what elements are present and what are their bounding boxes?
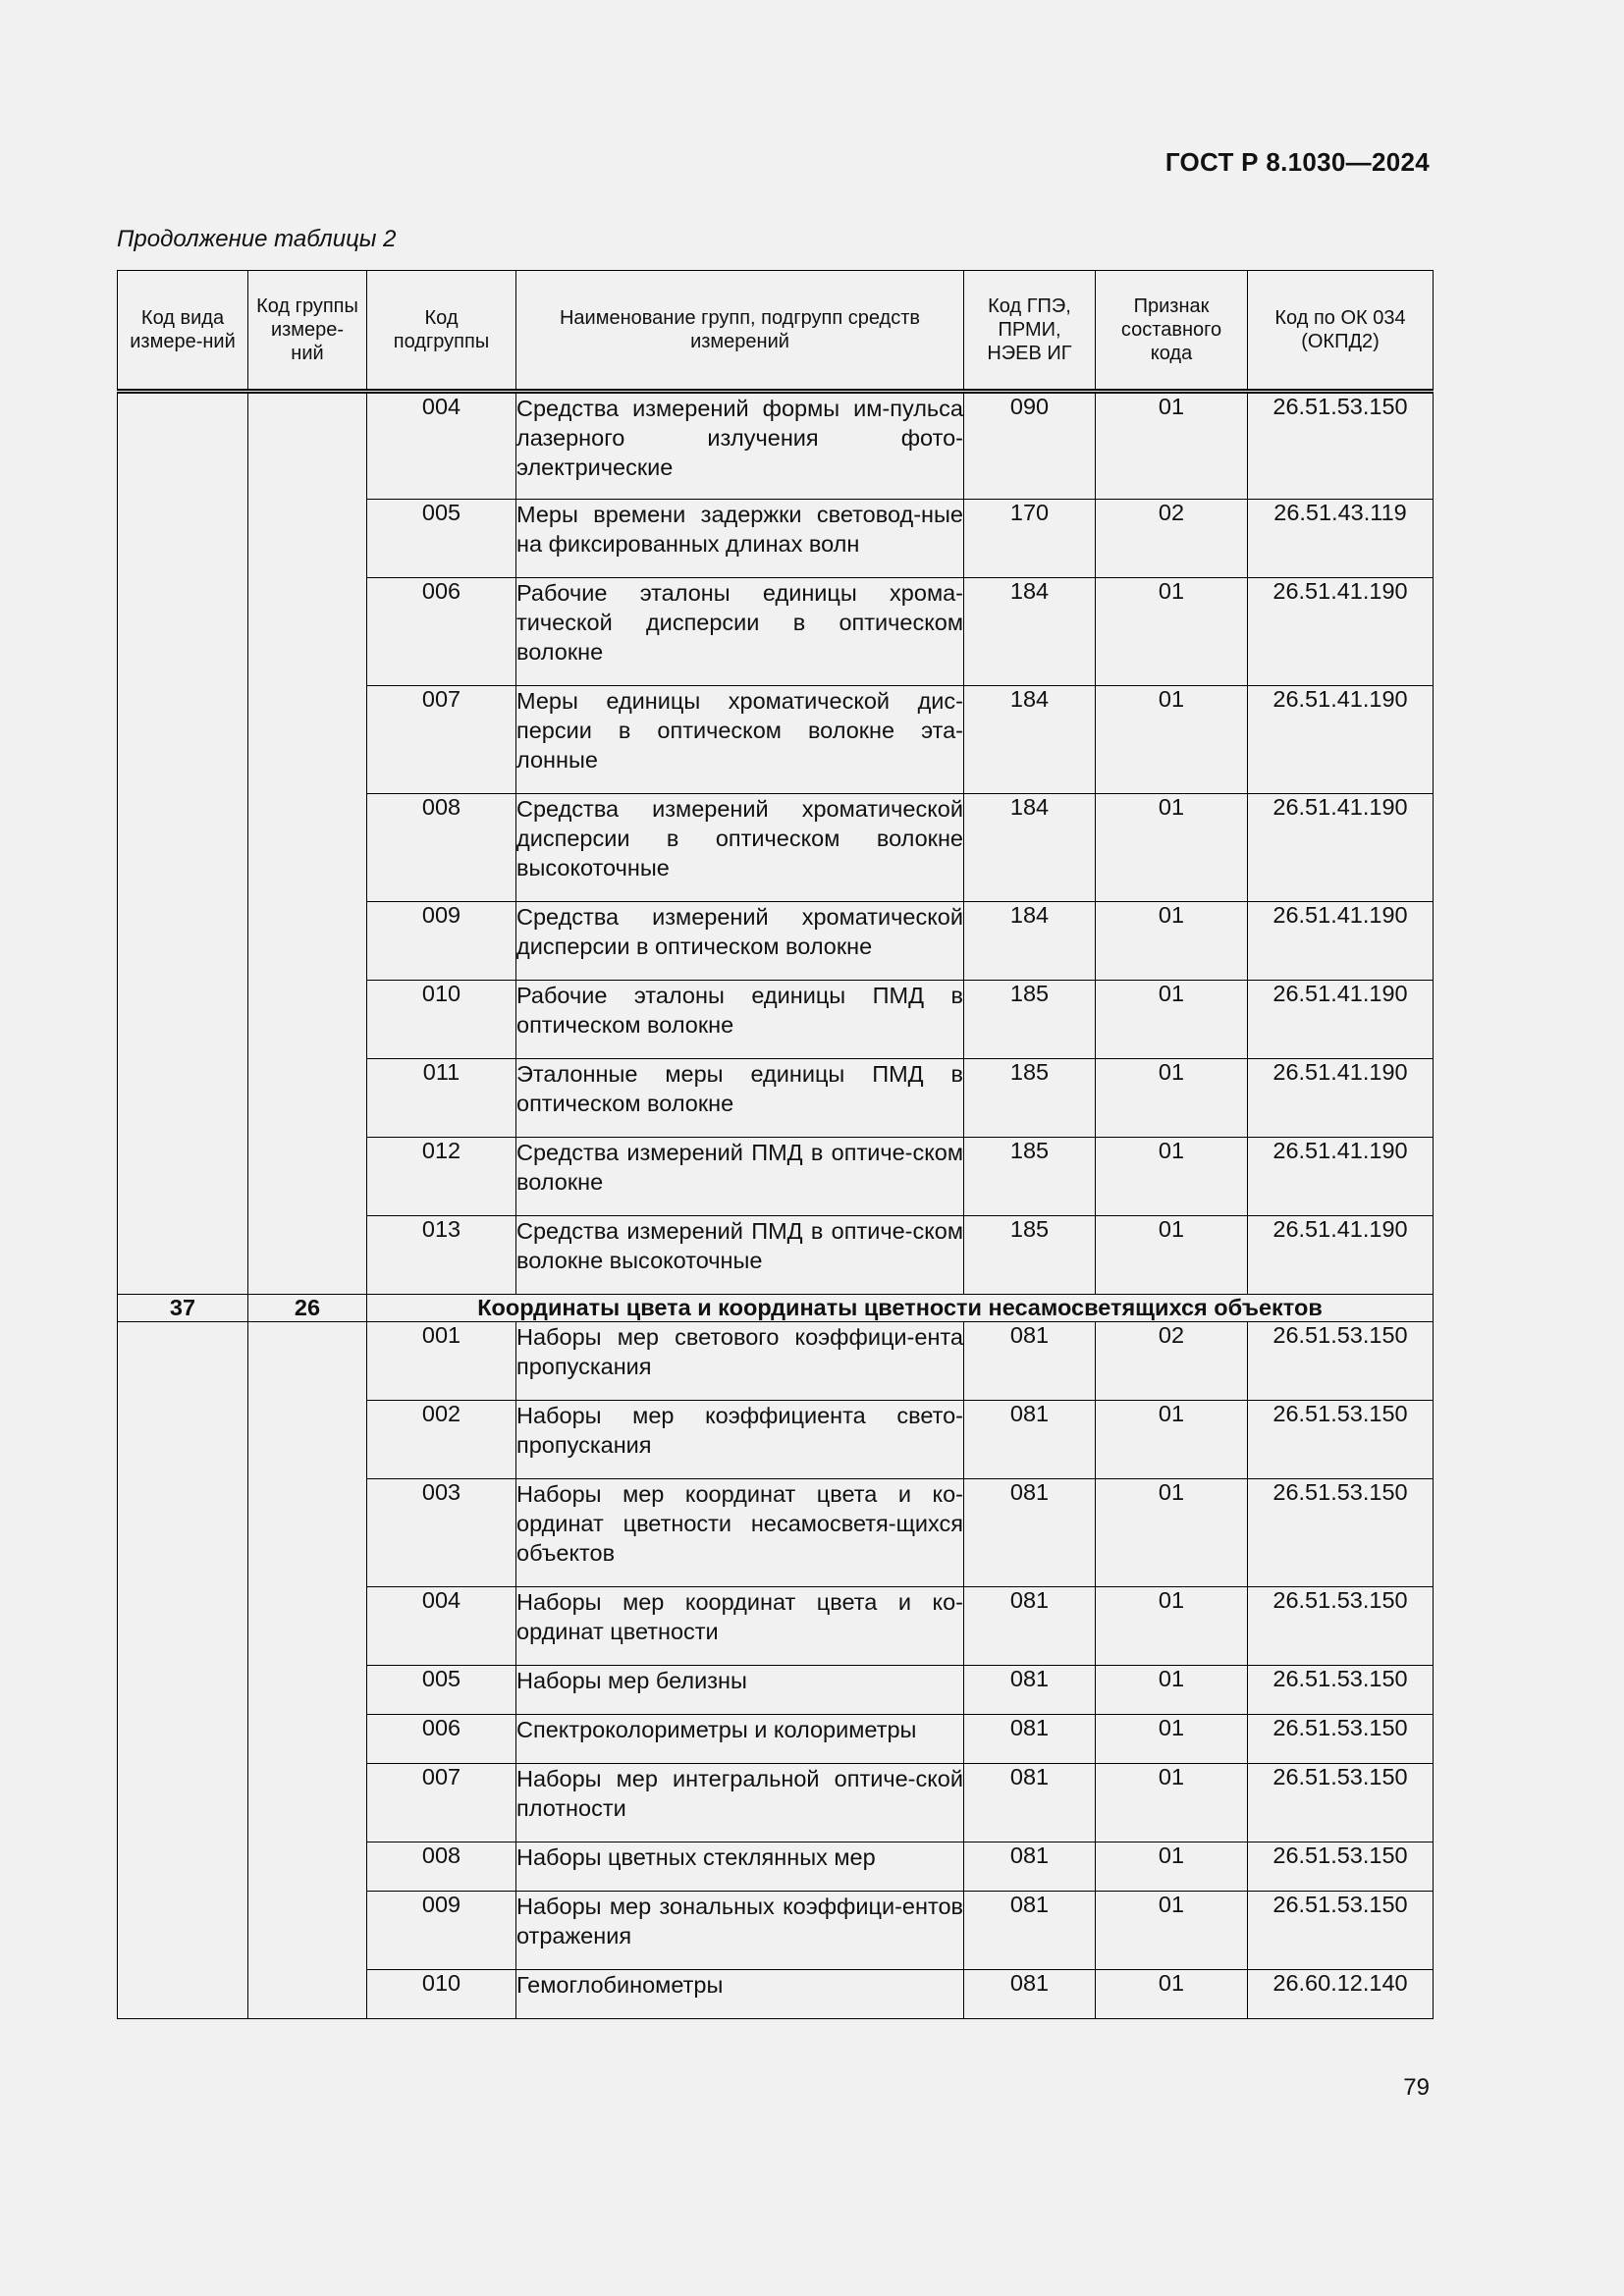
subgroup-code-cell: 004 <box>367 1587 516 1666</box>
table-group-row <box>118 1295 1434 1322</box>
sign-cell: 01 <box>1096 1715 1248 1764</box>
subgroup-code-cell: 009 <box>367 1892 516 1970</box>
header-sign: Признак составного кода <box>1096 271 1248 392</box>
subgroup-code-cell: 007 <box>367 1764 516 1842</box>
header-group: Код группы измере-ний <box>248 271 367 392</box>
name-cell: Наборы мер координат цвета и ко-ординат цветности несамосветя-щихся объектов <box>516 1479 964 1587</box>
sign-cell: 01 <box>1096 578 1248 686</box>
gpe-code-cell: 081 <box>964 1764 1096 1842</box>
okpd-code-cell: 26.51.53.150 <box>1248 1715 1434 1764</box>
okpd-code-cell: 26.51.41.190 <box>1248 1059 1434 1138</box>
okpd-code-cell: 26.60.12.140 <box>1248 1970 1434 2019</box>
codes-table <box>117 270 1434 2019</box>
okpd-code-cell: 26.51.53.150 <box>1248 1479 1434 1587</box>
name-cell: Средства измерений хроматической дисперсии в оптическом волокне высокоточные <box>516 794 964 902</box>
table-body-block1 <box>118 392 1434 1295</box>
sign-cell: 01 <box>1096 392 1248 500</box>
name-cell: Средства измерений хроматической дисперсии в оптическом волокне <box>516 902 964 981</box>
subgroup-code-cell: 010 <box>367 1970 516 2019</box>
gpe-code-cell: 184 <box>964 794 1096 902</box>
subgroup-code-cell: 008 <box>367 794 516 902</box>
subgroup-code-cell: 007 <box>367 686 516 794</box>
sign-cell: 01 <box>1096 1216 1248 1295</box>
subgroup-code-cell: 012 <box>367 1138 516 1216</box>
group-kind-code: 37 <box>118 1295 248 1322</box>
name-cell: Наборы мер коэффициента свето-пропускания <box>516 1401 964 1479</box>
gpe-code-cell: 170 <box>964 500 1096 578</box>
gpe-code-cell: 081 <box>964 1322 1096 1401</box>
sign-cell: 01 <box>1096 1401 1248 1479</box>
gpe-code-cell: 185 <box>964 1138 1096 1216</box>
gpe-code-cell: 081 <box>964 1666 1096 1715</box>
sign-cell: 01 <box>1096 686 1248 794</box>
sign-cell: 02 <box>1096 1322 1248 1401</box>
subgroup-code-cell: 013 <box>367 1216 516 1295</box>
name-cell: Рабочие эталоны единицы ПМД в оптическом волокне <box>516 981 964 1059</box>
name-cell: Меры времени задержки световод-ные на фиксированных длинах волн <box>516 500 964 578</box>
gpe-code-cell: 090 <box>964 392 1096 500</box>
okpd-code-cell: 26.51.53.150 <box>1248 1401 1434 1479</box>
name-cell: Наборы мер зональных коэффици-ентов отражения <box>516 1892 964 1970</box>
gpe-code-cell: 081 <box>964 1479 1096 1587</box>
okpd-code-cell: 26.51.53.150 <box>1248 1764 1434 1842</box>
name-cell: Средства измерений ПМД в оптиче-ском волокне <box>516 1138 964 1216</box>
okpd-code-cell: 26.51.53.150 <box>1248 1322 1434 1401</box>
subgroup-code-cell: 008 <box>367 1842 516 1892</box>
merged-group-cell <box>248 1322 367 2019</box>
gpe-code-cell: 081 <box>964 1715 1096 1764</box>
sign-cell: 01 <box>1096 1892 1248 1970</box>
table-caption: Продолжение таблицы 2 <box>117 226 397 252</box>
standard-header: ГОСТ Р 8.1030—2024 <box>1164 147 1430 177</box>
gpe-code-cell: 081 <box>964 1401 1096 1479</box>
name-cell: Рабочие эталоны единицы хрома-тической дисперсии в оптическом волокне <box>516 578 964 686</box>
subgroup-code-cell: 005 <box>367 500 516 578</box>
merged-group-cell <box>248 392 367 1295</box>
table-body-block2 <box>118 1322 1434 2019</box>
sign-cell: 01 <box>1096 1587 1248 1666</box>
name-cell: Эталонные меры единицы ПМД в оптическом волокне <box>516 1059 964 1138</box>
okpd-code-cell: 26.51.53.150 <box>1248 1842 1434 1892</box>
okpd-code-cell: 26.51.41.190 <box>1248 794 1434 902</box>
sign-cell: 01 <box>1096 1764 1248 1842</box>
subgroup-code-cell: 010 <box>367 981 516 1059</box>
group-title: Координаты цвета и координаты цветности несамосветящихся объектов <box>367 1295 1434 1322</box>
gpe-code-cell: 081 <box>964 1842 1096 1892</box>
gpe-code-cell: 081 <box>964 1587 1096 1666</box>
gpe-code-cell: 081 <box>964 1970 1096 2019</box>
subgroup-code-cell: 006 <box>367 1715 516 1764</box>
okpd-code-cell: 26.51.53.150 <box>1248 1587 1434 1666</box>
table-row <box>118 1322 1434 1401</box>
sign-cell: 01 <box>1096 1842 1248 1892</box>
okpd-code-cell: 26.51.43.119 <box>1248 500 1434 578</box>
subgroup-code-cell: 009 <box>367 902 516 981</box>
name-cell: Наборы мер координат цвета и ко-ординат цветности <box>516 1587 964 1666</box>
okpd-code-cell: 26.51.41.190 <box>1248 1138 1434 1216</box>
name-cell: Наборы мер белизны <box>516 1666 964 1715</box>
group-code: 26 <box>248 1295 367 1322</box>
okpd-code-cell: 26.51.41.190 <box>1248 578 1434 686</box>
name-cell: Гемоглобинометры <box>516 1970 964 2019</box>
sign-cell: 01 <box>1096 794 1248 902</box>
subgroup-code-cell: 006 <box>367 578 516 686</box>
subgroup-code-cell: 005 <box>367 1666 516 1715</box>
name-cell: Средства измерений ПМД в оптиче-ском волокне высокоточные <box>516 1216 964 1295</box>
page-number: 79 <box>1403 2074 1430 2101</box>
merged-kind-cell <box>118 392 248 1295</box>
gpe-code-cell: 081 <box>964 1892 1096 1970</box>
name-cell: Спектроколориметры и колориметры <box>516 1715 964 1764</box>
header-kind: Код вида измере-ний <box>118 271 248 392</box>
sign-cell: 02 <box>1096 500 1248 578</box>
okpd-code-cell: 26.51.53.150 <box>1248 1666 1434 1715</box>
subgroup-code-cell: 002 <box>367 1401 516 1479</box>
subgroup-code-cell: 003 <box>367 1479 516 1587</box>
table-header-row <box>118 271 1434 392</box>
name-cell: Наборы цветных стеклянных мер <box>516 1842 964 1892</box>
okpd-code-cell: 26.51.41.190 <box>1248 981 1434 1059</box>
sign-cell: 01 <box>1096 981 1248 1059</box>
header-subgroup: Код подгруппы <box>367 271 516 392</box>
gpe-code-cell: 184 <box>964 902 1096 981</box>
table-row <box>118 392 1434 500</box>
header-okpd: Код по ОК 034 (ОКПД2) <box>1248 271 1434 392</box>
gpe-code-cell: 184 <box>964 578 1096 686</box>
sign-cell: 01 <box>1096 1059 1248 1138</box>
header-name: Наименование групп, подгрупп средств измерений <box>516 271 964 392</box>
name-cell: Меры единицы хроматической дис-персии в оптическом волокне эта-лонные <box>516 686 964 794</box>
okpd-code-cell: 26.51.41.190 <box>1248 1216 1434 1295</box>
okpd-code-cell: 26.51.41.190 <box>1248 686 1434 794</box>
subgroup-code-cell: 004 <box>367 392 516 500</box>
sign-cell: 01 <box>1096 1970 1248 2019</box>
gpe-code-cell: 184 <box>964 686 1096 794</box>
okpd-code-cell: 26.51.41.190 <box>1248 902 1434 981</box>
sign-cell: 01 <box>1096 1138 1248 1216</box>
name-cell: Наборы мер интегральной оптиче-ской плотности <box>516 1764 964 1842</box>
subgroup-code-cell: 001 <box>367 1322 516 1401</box>
name-cell: Наборы мер светового коэффици-ента пропускания <box>516 1322 964 1401</box>
sign-cell: 01 <box>1096 1479 1248 1587</box>
okpd-code-cell: 26.51.53.150 <box>1248 1892 1434 1970</box>
gpe-code-cell: 185 <box>964 981 1096 1059</box>
merged-kind-cell <box>118 1322 248 2019</box>
gpe-code-cell: 185 <box>964 1216 1096 1295</box>
sign-cell: 01 <box>1096 1666 1248 1715</box>
group-row <box>118 1295 1434 1322</box>
okpd-code-cell: 26.51.53.150 <box>1248 392 1434 500</box>
sign-cell: 01 <box>1096 902 1248 981</box>
header-gpe: Код ГПЭ, ПРМИ, НЭЕВ ИГ <box>964 271 1096 392</box>
name-cell: Средства измерений формы им-пульса лазерного излучения фото-электрические <box>516 392 964 500</box>
subgroup-code-cell: 011 <box>367 1059 516 1138</box>
gpe-code-cell: 185 <box>964 1059 1096 1138</box>
